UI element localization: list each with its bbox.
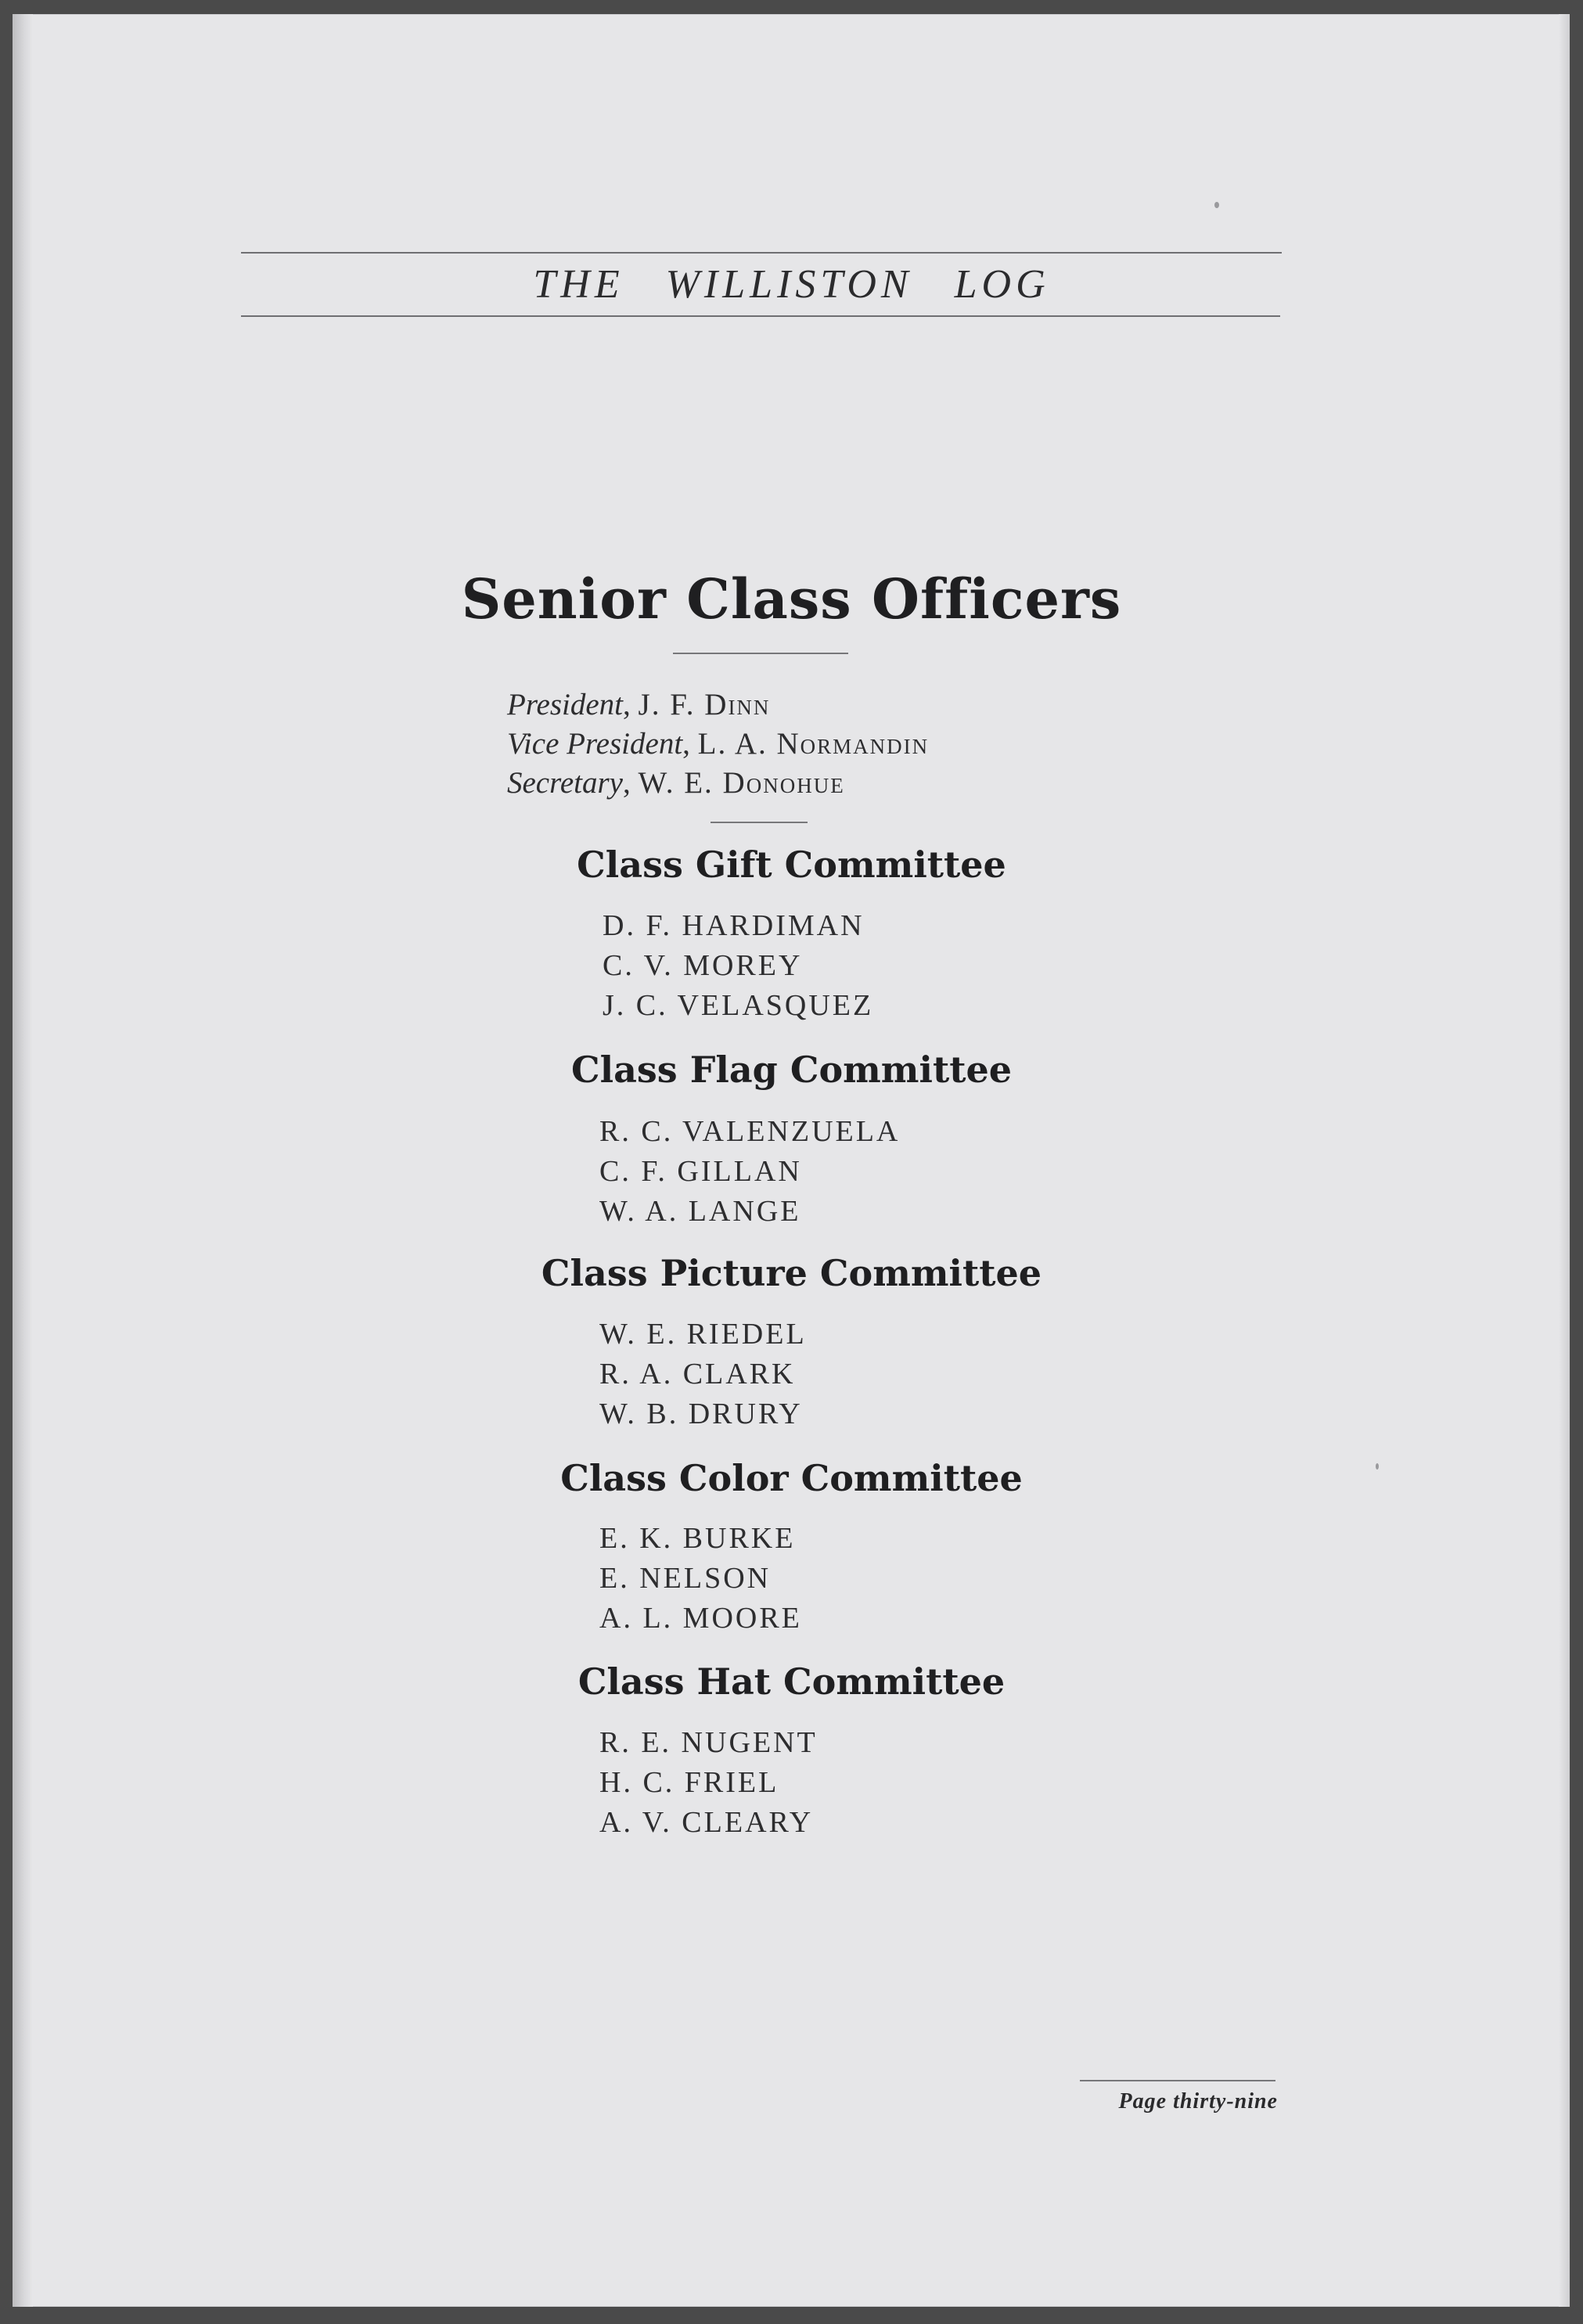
committee-title-flag: Class Flag Committee	[571, 1049, 1012, 1091]
member-name: R. C. VALENZUELA	[599, 1115, 901, 1148]
member-name: A. V. CLEARY	[599, 1806, 814, 1839]
committee-title-hat: Class Hat Committee	[577, 1660, 1006, 1703]
member-name: E. K. BURKE	[599, 1522, 796, 1555]
header-bottom-rule	[241, 315, 1280, 317]
officers-list	[507, 685, 929, 803]
officer-row: President, J. F. Dinn	[507, 688, 771, 721]
committee-members-picture	[599, 1315, 807, 1434]
member-name: A. L. MOORE	[599, 1602, 802, 1635]
officer-row: Secretary, W. E. Donohue	[507, 766, 845, 800]
member-name: W. B. DRURY	[599, 1398, 803, 1430]
committee-members-flag	[599, 1112, 900, 1232]
paper-speck	[1214, 202, 1219, 208]
member-name: J. C. VELASQUEZ	[603, 989, 874, 1022]
paper-speck	[1376, 1463, 1379, 1470]
member-name: R. E. NUGENT	[599, 1726, 818, 1759]
member-name: D. F. HARDIMAN	[603, 909, 865, 942]
member-name: C. V. MOREY	[603, 949, 803, 982]
member-name: R. A. CLARK	[599, 1358, 796, 1390]
member-name: H. C. FRIEL	[599, 1766, 779, 1799]
committee-title-gift: Class Gift Committee	[577, 844, 1006, 886]
page-title: Senior Class Officers	[461, 567, 1122, 631]
officer-name: L. A. Normandin	[697, 727, 930, 761]
member-name: E. NELSON	[599, 1562, 772, 1595]
title-underline	[673, 653, 848, 654]
committee-title-picture: Class Picture Committee	[541, 1252, 1042, 1294]
officer-name: J. F. Dinn	[638, 688, 771, 721]
committee-members-color	[599, 1519, 802, 1639]
officer-role: Secretary	[507, 766, 623, 800]
officer-name: W. E. Donohue	[638, 766, 845, 800]
committee-members-gift	[603, 906, 873, 1026]
member-name: C. F. GILLAN	[599, 1155, 802, 1188]
officer-role: Vice President	[507, 727, 683, 761]
header-top-rule	[241, 252, 1282, 254]
page-number: Page thirty-nine	[1118, 2089, 1278, 2114]
officer-role: President	[507, 688, 624, 721]
page-edge-shadow	[1559, 14, 1570, 2307]
officer-row: Vice President, L. A. Normandin	[507, 727, 930, 761]
officers-divider	[711, 822, 808, 823]
running-head: THE WILLISTON LOG	[533, 262, 1050, 307]
member-name: W. A. LANGE	[599, 1195, 801, 1228]
member-name: W. E. RIEDEL	[599, 1318, 807, 1351]
committee-members-hat	[599, 1723, 818, 1843]
committee-title-color: Class Color Committee	[560, 1457, 1023, 1499]
footer-rule	[1080, 2080, 1275, 2081]
page-spine-shadow	[13, 14, 33, 2307]
